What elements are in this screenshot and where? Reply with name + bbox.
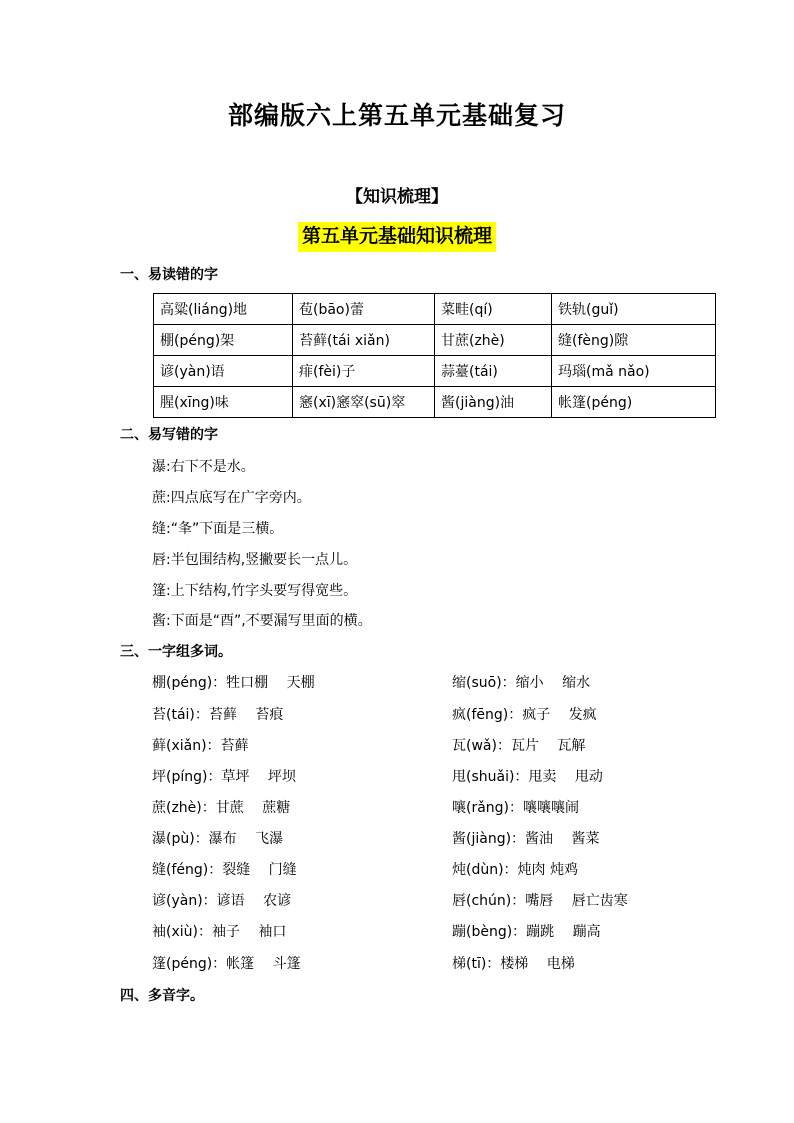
table-cell: 棚(péng)架 — [154, 325, 293, 356]
table-cell: 铁轨(guǐ) — [552, 294, 716, 325]
table-row — [154, 325, 716, 356]
table-cell: 酱(jiàng)油 — [435, 387, 552, 418]
word-group-item: 蔗(zhè)：甘蔗 蔗糖 — [152, 800, 291, 816]
section-heading-3: 三、一字组多词。 — [120, 644, 232, 660]
word-group-item: 瀑(pù)：瀑布 飞瀑 — [152, 831, 284, 847]
table-cell: 蒜薹(tái) — [435, 356, 552, 387]
word-group-item: 梯(tī)：楼梯 电梯 — [452, 956, 575, 972]
table-row — [154, 387, 716, 418]
banner-container — [0, 222, 794, 252]
word-group-item: 酱(jiàng)：酱油 酱菜 — [452, 831, 600, 847]
page-title: 部编版六上第五单元基础复习 — [227, 101, 566, 130]
word-group-item: 蹦(bèng)：蹦跳 蹦高 — [452, 924, 601, 940]
word-group-item: 甩(shuǎi)：甩卖 甩动 — [452, 769, 603, 785]
word-group-item: 唇(chún)：嘴唇 唇亡齿寒 — [452, 893, 628, 909]
word-group-item: 袖(xiù)：袖子 袖口 — [152, 924, 287, 940]
word-group-item: 坪(píng)：草坪 坪坝 — [152, 769, 296, 785]
section-heading-1: 一、易读错的字 — [120, 267, 218, 283]
word-group-item: 藓(xiǎn)：苔藓 — [152, 738, 249, 754]
table-cell: 痱(fèi)子 — [293, 356, 435, 387]
writing-note: 缝:“夆”下面是三横。 — [152, 521, 284, 537]
table-cell: 窸(xī)窸窣(sū)窣 — [293, 387, 435, 418]
word-group-item: 篷(péng)：帐篷 斗篷 — [152, 956, 301, 972]
word-group-item: 炖(dùn)：炖肉 炖鸡 — [452, 862, 579, 878]
highlight-banner: 第五单元基础知识梳理 — [298, 222, 496, 252]
table-cell: 甘蔗(zhè) — [435, 325, 552, 356]
word-group-item: 苔(tái)：苔藓 苔痕 — [152, 707, 284, 723]
word-group-item: 谚(yàn)：谚语 农谚 — [152, 893, 292, 909]
section-heading-2: 二、易写错的字 — [120, 427, 218, 443]
table-cell: 苔藓(tái xiǎn) — [293, 325, 435, 356]
word-group-item: 疯(fēng)：疯子 发疯 — [452, 707, 597, 723]
section-subtitle: 【知识梳理】 — [346, 187, 448, 207]
word-group-item: 缝(féng)：裂缝 门缝 — [152, 862, 297, 878]
table-cell: 缝(fèng)隙 — [552, 325, 716, 356]
writing-note: 瀑:右下不是水。 — [152, 459, 255, 475]
table-cell: 帐篷(péng) — [552, 387, 716, 418]
word-group-item: 嚷(rǎng)：嚷嚷嚷闹 — [452, 800, 580, 816]
writing-note: 蔗:四点底写在广字旁内。 — [152, 490, 311, 506]
table-cell: 苞(bāo)蕾 — [293, 294, 435, 325]
table-cell: 谚(yàn)语 — [154, 356, 293, 387]
writing-note: 篷:上下结构,竹字头要写得宽些。 — [152, 583, 358, 599]
section-heading-4: 四、多音字。 — [120, 988, 204, 1004]
table-cell: 腥(xīng)味 — [154, 387, 293, 418]
table-cell: 玛瑙(mǎ nǎo) — [552, 356, 716, 387]
word-group-item: 棚(péng)：牲口棚 天棚 — [152, 675, 315, 691]
word-group-item: 瓦(wǎ)：瓦片 瓦解 — [452, 738, 586, 754]
table-row — [154, 356, 716, 387]
writing-note: 唇:半包围结构,竖撇要长一点儿。 — [152, 552, 358, 568]
table-cell: 高粱(liáng)地 — [154, 294, 293, 325]
word-group-item: 缩(suō)：缩小 缩水 — [452, 675, 591, 691]
table-row — [154, 294, 716, 325]
table-cell: 菜畦(qí) — [435, 294, 552, 325]
writing-note: 酱:下面是“酉”,不要漏写里面的横。 — [152, 613, 372, 629]
reading-table — [153, 293, 716, 418]
